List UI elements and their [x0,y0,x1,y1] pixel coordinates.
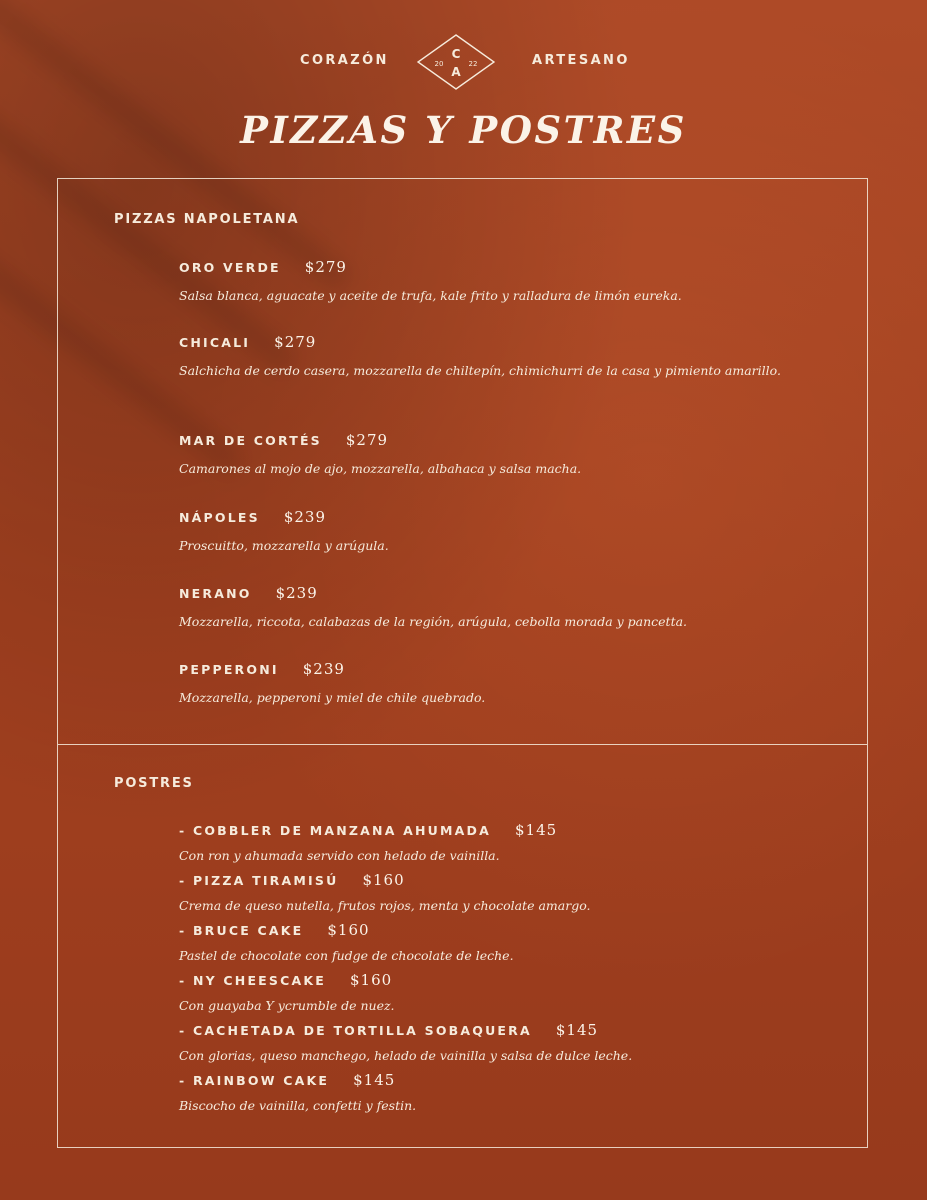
item-price: $239 [283,508,327,526]
item-header [179,258,819,280]
item-price: $145 [353,1071,396,1089]
section-title-pizzas: PIZZAS NAPOLETANA [114,212,300,227]
logo-year-right: 22 [468,60,478,68]
item-description: Camarones al mojo de ajo, mozzarella, albahaca y salsa macha. [179,461,582,476]
section-title-postres: POSTRES [114,776,194,791]
item-header [179,921,819,943]
item-header [179,971,819,993]
logo-letter-top: C [451,47,461,61]
item-description: Biscocho de vainilla, confetti y festin. [179,1098,417,1113]
brand-word-right: ARTESANO [532,53,630,68]
item-price: $160 [362,871,405,889]
item-description: Mozzarella, pepperoni y miel de chile quebrado. [179,690,486,705]
menu-item [179,431,819,479]
item-header [179,821,819,843]
item-price: $239 [302,660,345,678]
item-header [179,508,819,530]
item-name: PEPPERONI [179,662,279,677]
item-description: Crema de queso nutella, frutos rojos, menta y chocolate amargo. [179,898,591,913]
menu-frame [57,178,868,1148]
item-header [179,871,819,893]
item-header [179,431,819,453]
menu-item [179,584,819,632]
item-price: $145 [555,1021,599,1039]
item-header [179,660,819,682]
item-price: $239 [275,584,318,602]
dessert-item [179,821,819,871]
item-name: - NY CHEESCAKE [179,973,326,988]
item-price: $279 [274,333,317,351]
item-header [179,333,819,355]
item-description: Con ron y ahumada servido con helado de vainilla. [179,848,500,863]
item-price: $160 [327,921,370,939]
item-name: - RAINBOW CAKE [179,1073,330,1088]
item-header [179,1071,819,1093]
item-header [179,1021,819,1043]
item-description: Salsa blanca, aguacate y aceite de trufa, kale frito y ralladura de limón eureka. [179,288,682,303]
item-description: Mozzarella, riccota, calabazas de la región, arúgula, cebolla morada y pancetta. [179,614,688,629]
item-name: ORO VERDE [179,260,281,275]
menu-item [179,508,819,556]
page-title: PIZZAS Y POSTRES [240,108,687,152]
dessert-item [179,921,819,971]
item-name: - CACHETADA DE TORTILLA SOBAQUERA [179,1023,532,1038]
item-price: $279 [345,431,389,449]
item-price: $145 [515,821,558,839]
item-name: - PIZZA TIRAMISÚ [179,873,339,888]
item-header [179,584,819,606]
menu-header [0,34,927,90]
item-price: $160 [350,971,393,989]
brand-word-left: CORAZÓN [300,53,389,68]
dessert-item [179,971,819,1021]
item-description: Salchicha de cerdo casera, mozzarella de chiltepín, chimichurri de la casa y pimiento amarillo. [179,363,781,378]
dessert-item [179,871,819,921]
item-name: - COBBLER DE MANZANA AHUMADA [179,823,491,838]
item-name: MAR DE CORTÉS [179,433,322,448]
brand-logo [417,34,495,90]
item-name: - BRUCE CAKE [179,923,304,938]
menu-item [179,258,819,306]
menu-item [179,660,819,708]
item-description: Con guayaba Y ycrumble de nuez. [179,998,395,1013]
item-description: Con glorias, queso manchego, helado de vainilla y salsa de dulce leche. [179,1048,633,1063]
item-description: Proscuitto, mozzarella y arúgula. [179,538,389,553]
logo-year-left: 20 [434,60,444,68]
dessert-list [179,821,819,1121]
dessert-item [179,1021,819,1071]
item-description: Pastel de chocolate con fudge de chocolate de leche. [179,948,514,963]
logo-letter-bottom: A [451,65,461,79]
item-name: CHICALI [179,335,251,350]
item-price: $279 [304,258,347,276]
section-divider [58,744,867,745]
item-name: NERANO [179,586,252,601]
menu-item [179,333,819,381]
item-name: NÁPOLES [179,510,260,525]
dessert-item [179,1071,819,1121]
